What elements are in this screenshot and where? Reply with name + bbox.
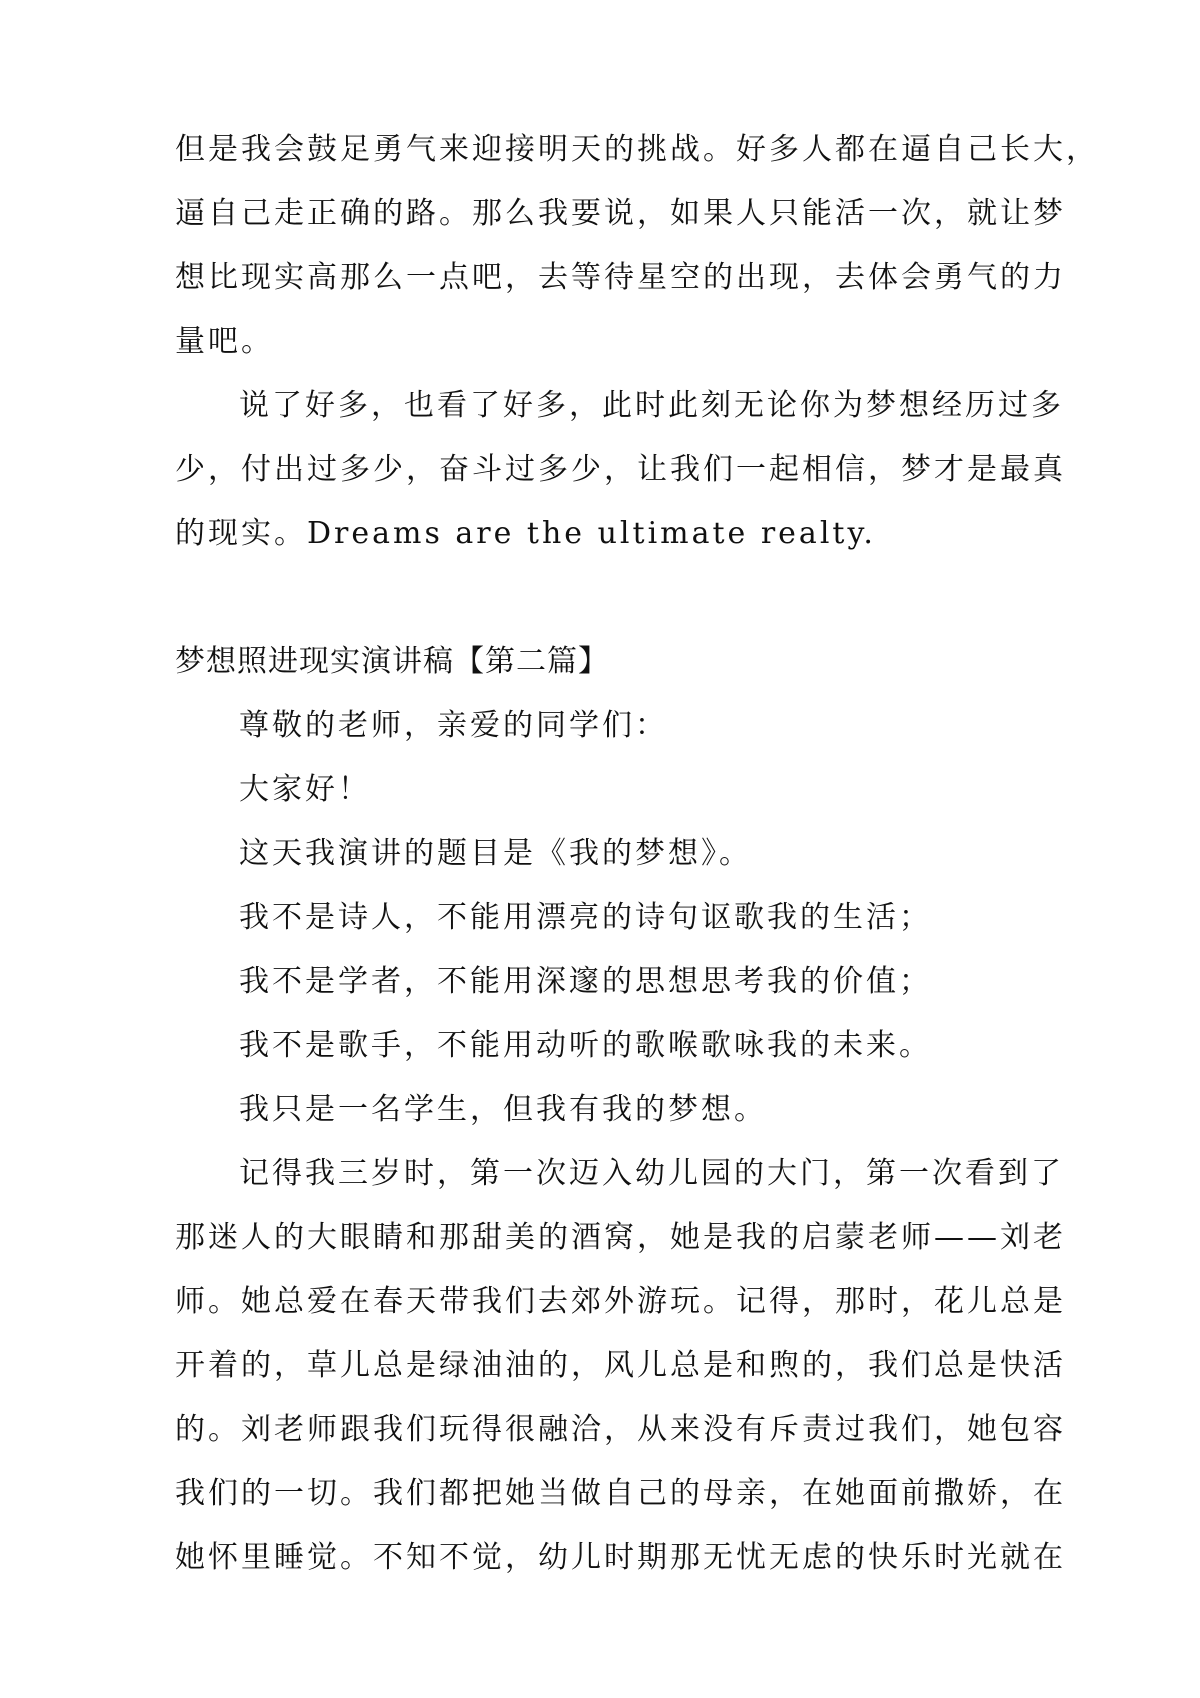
paragraph-dreams (175, 374, 1066, 566)
text-line: 我们的一切。我们都把她当做自己的母亲，在她面前撒娇，在 (175, 1476, 1066, 1511)
text-line: 但是我会鼓足勇气来迎接明天的挑战。好多人都在逼自己长大， (175, 132, 1099, 167)
text-line: 那迷人的大眼睛和那甜美的酒窝，她是我的启蒙老师——刘老 (175, 1220, 1066, 1255)
text-line: 量吧。 (175, 324, 274, 359)
text-line: 开着的，草儿总是绿油油的，风儿总是和煦的，我们总是快活 (175, 1348, 1066, 1383)
text-line: 我不是学者，不能用深邃的思想思考我的价值； (239, 964, 932, 999)
section-heading: 梦想照进现实演讲稿【第二篇】 (175, 644, 609, 679)
text-line: 少，付出过多少，奋斗过多少，让我们一起相信，梦才是最真 (175, 452, 1066, 487)
hello-line: 大家好！ (239, 772, 371, 807)
text-line: 逼自己走正确的路。那么我要说，如果人只能活一次，就让梦 (175, 196, 1066, 231)
text-line: 的。刘老师跟我们玩得很融洽，从来没有斥责过我们，她包容 (175, 1412, 1066, 1447)
text-line: 记得我三岁时，第一次迈入幼儿园的大门，第一次看到了 (239, 1156, 1064, 1191)
document-body (175, 118, 1099, 1590)
text-line: 我只是一名学生，但我有我的梦想。 (239, 1092, 767, 1127)
text-line: 的现实。Dreams are the ultimate realty. (175, 516, 876, 551)
text-line: 想比现实高那么一点吧，去等待星空的出现，去体会勇气的力 (175, 260, 1066, 295)
greeting-line: 尊敬的老师，亲爱的同学们： (239, 708, 668, 743)
topic-line: 这天我演讲的题目是《我的梦想》。 (239, 836, 752, 871)
text-line: 说了好多，也看了好多，此时此刻无论你为梦想经历过多 (239, 388, 1064, 423)
text-line: 我不是歌手，不能用动听的歌喉歌咏我的未来。 (239, 1028, 932, 1063)
section-gap (175, 566, 1045, 630)
paragraph-kindergarten (175, 1142, 1066, 1590)
text-line: 她怀里睡觉。不知不觉，幼儿时期那无忧无虑的快乐时光就在 (175, 1540, 1066, 1575)
text-line: 师。她总爱在春天带我们去郊外游玩。记得，那时，花儿总是 (175, 1284, 1066, 1319)
paragraph-courage (175, 118, 1099, 374)
text-line: 我不是诗人，不能用漂亮的诗句讴歌我的生活； (239, 900, 932, 935)
